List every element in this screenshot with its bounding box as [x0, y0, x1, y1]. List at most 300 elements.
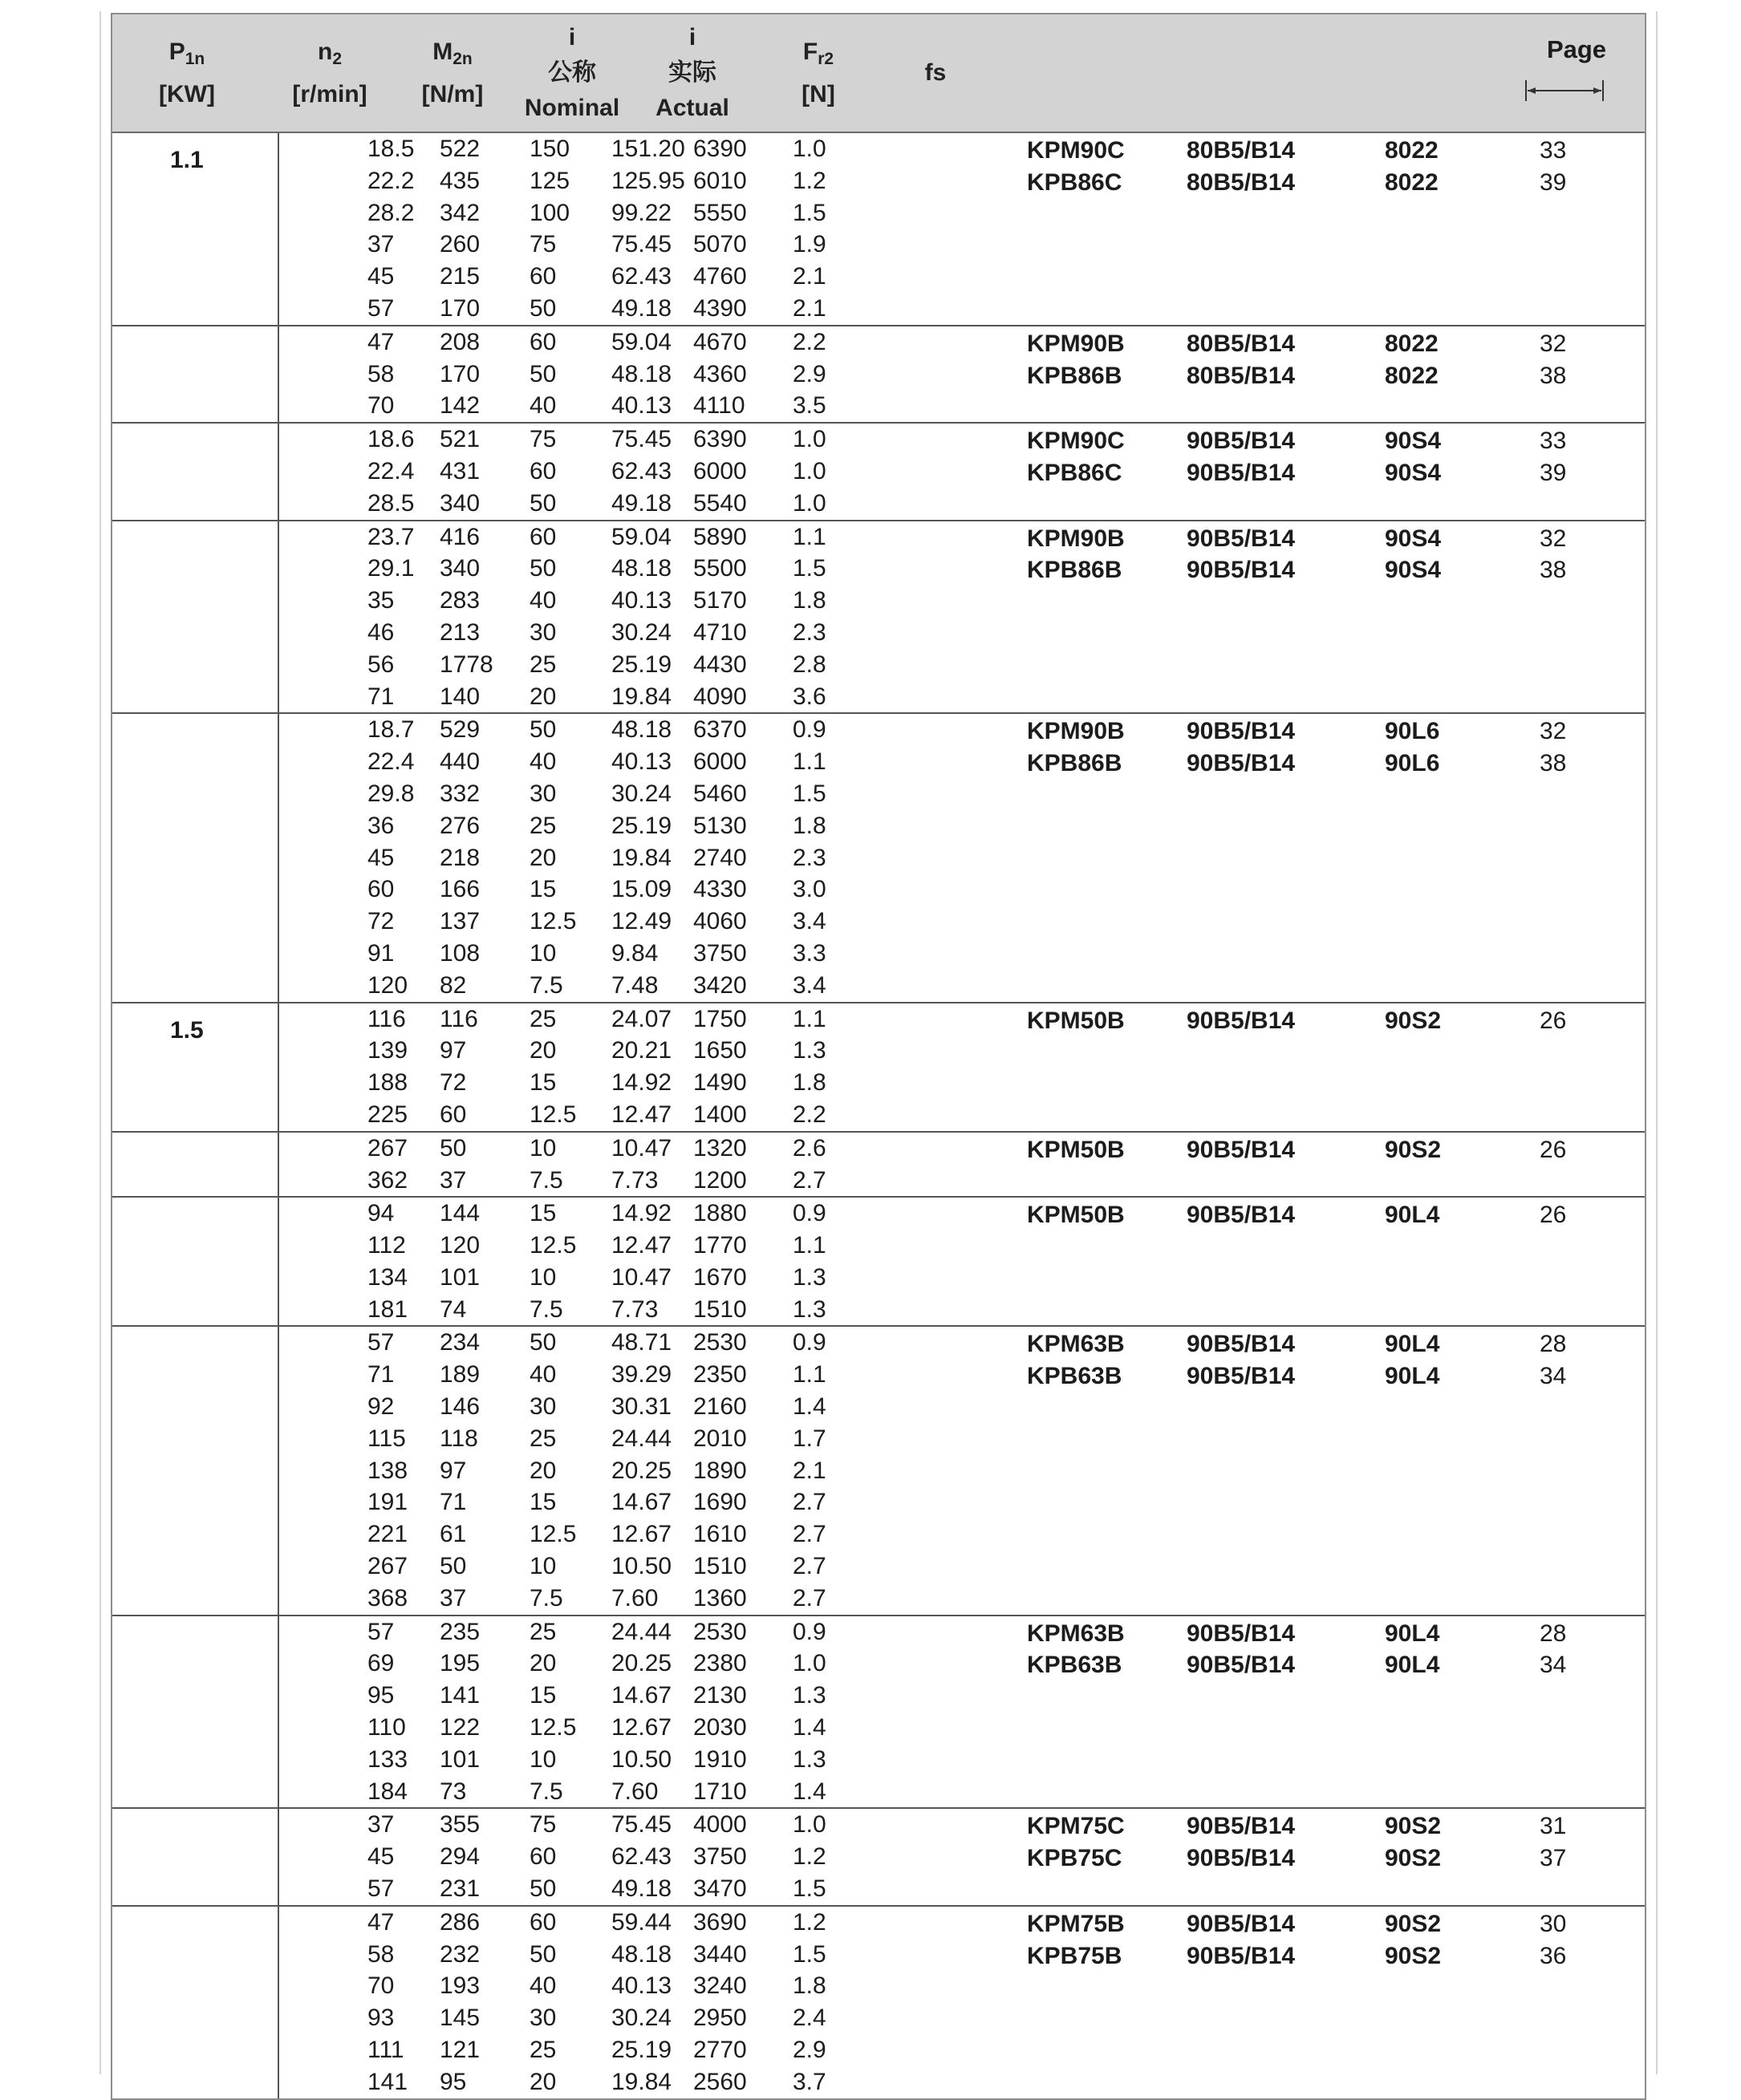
i-actual-cell: 75.45	[611, 231, 672, 258]
i-actual-cell: 40.13	[611, 1972, 672, 2000]
table-row	[112, 1712, 1645, 1744]
i-actual-cell: 49.18	[611, 294, 672, 322]
fs-cell: 2.3	[793, 618, 826, 646]
n2-cell: 57	[367, 1618, 395, 1645]
table-row	[112, 649, 1645, 681]
page-ref[interactable]: 37	[1540, 1845, 1567, 1872]
i-actual-cell: 7.48	[611, 971, 659, 999]
fr2-cell: 6010	[693, 167, 747, 194]
fs-cell: 2.2	[793, 1101, 826, 1128]
i-actual-cell: 75.45	[611, 1811, 672, 1839]
table-row	[112, 1035, 1645, 1067]
motor-code: 8022	[1385, 362, 1439, 389]
i-actual-cell: 30.24	[611, 780, 672, 807]
m2n-cell: 189	[440, 1361, 481, 1389]
i-nominal-cell: 40	[530, 1361, 557, 1389]
fs-cell: 1.0	[793, 489, 826, 517]
i-actual-cell: 48.71	[611, 1329, 672, 1356]
page-ref[interactable]: 38	[1540, 362, 1567, 389]
page-ref[interactable]: 32	[1540, 330, 1567, 357]
i-actual-cell: 62.43	[611, 1843, 672, 1871]
n2-cell: 184	[367, 1778, 408, 1805]
flange-code: 90B5/B14	[1187, 718, 1296, 745]
table-row	[112, 1744, 1645, 1776]
table-row	[112, 1873, 1645, 1905]
m2n-cell: 101	[440, 1263, 481, 1291]
motor-code: 90L4	[1385, 1620, 1440, 1647]
table-row	[112, 1518, 1645, 1551]
page-ref[interactable]: 32	[1540, 525, 1567, 552]
n2-cell: 36	[367, 812, 395, 839]
fs-cell: 0.9	[793, 716, 826, 744]
n2-cell: 181	[367, 1295, 408, 1323]
n2-cell: 94	[367, 1200, 395, 1227]
fs-cell: 1.3	[793, 1745, 826, 1773]
i-actual-cell: 14.92	[611, 1200, 672, 1227]
fr2-cell: 2950	[693, 2005, 747, 2032]
fr2-cell: 3470	[693, 1875, 747, 1903]
i-actual-cell: 14.67	[611, 1682, 672, 1709]
i-nominal-cell: 30	[530, 2005, 557, 2032]
i-actual-cell: 12.67	[611, 1521, 672, 1548]
i-actual-cell: 39.29	[611, 1361, 672, 1389]
n2-cell: 110	[367, 1714, 406, 1741]
i-actual-cell: 75.45	[611, 426, 672, 453]
n2-cell: 71	[367, 683, 395, 710]
table-row	[112, 1262, 1645, 1294]
fs-cell: 1.8	[793, 587, 826, 614]
fr2-cell: 2530	[693, 1618, 747, 1645]
fr2-cell: 4360	[693, 360, 747, 387]
m2n-cell: 122	[440, 1714, 481, 1741]
table-row	[112, 778, 1645, 810]
m2n-cell: 340	[440, 489, 481, 517]
i-nominal-cell: 75	[530, 426, 557, 453]
n2-cell: 116	[367, 1005, 406, 1032]
i-nominal-cell: 20	[530, 2068, 557, 2095]
fr2-cell: 1880	[693, 1200, 747, 1227]
fr2-cell: 5500	[693, 555, 747, 582]
fs-cell: 2.7	[793, 1553, 826, 1580]
m2n-cell: 73	[440, 1778, 467, 1805]
i-actual-cell: 9.84	[611, 939, 659, 967]
i-actual-cell: 25.19	[611, 651, 672, 678]
row-group	[112, 1615, 1645, 1808]
flange-code: 90B5/B14	[1187, 1942, 1296, 1969]
m2n-cell: 141	[440, 1682, 481, 1709]
fs-cell: 1.4	[793, 1714, 826, 1741]
i-actual-cell: 12.49	[611, 908, 672, 935]
i-actual-cell: 48.18	[611, 360, 672, 387]
i-actual-cell: 10.50	[611, 1745, 672, 1773]
i-nominal-cell: 40	[530, 587, 557, 614]
n2-cell: 22.4	[367, 748, 415, 776]
row-group	[112, 1131, 1645, 1197]
page-ref[interactable]: 34	[1540, 1652, 1567, 1679]
i-actual-cell: 40.13	[611, 587, 672, 614]
fr2-cell: 1750	[693, 1005, 747, 1032]
page-ref[interactable]: 28	[1540, 1620, 1567, 1647]
i-nominal-cell: 75	[530, 231, 557, 258]
table-row	[112, 1776, 1645, 1808]
i-nominal-cell: 10	[530, 1134, 557, 1161]
model-code: KPB86B	[1027, 362, 1122, 389]
i-actual-cell: 25.19	[611, 812, 672, 839]
model-code: KPB86C	[1027, 168, 1122, 196]
model-code: KPM50B	[1027, 1136, 1125, 1163]
page-ref[interactable]: 30	[1540, 1910, 1567, 1937]
i-nominal-cell: 20	[530, 683, 557, 710]
header-i-actual: i 实际 Actual	[655, 24, 729, 121]
fr2-cell: 2560	[693, 2068, 747, 2095]
header-p1n: $P_{1n}$ [KW]	[159, 38, 215, 107]
n2-cell: 133	[367, 1745, 408, 1773]
table-row	[112, 1391, 1645, 1423]
n2-cell: 37	[367, 1811, 395, 1839]
fs-cell: 2.1	[793, 294, 826, 322]
i-nominal-cell: 60	[530, 263, 557, 290]
m2n-cell: 529	[440, 716, 481, 744]
i-actual-cell: 49.18	[611, 489, 672, 517]
m2n-cell: 215	[440, 263, 481, 290]
i-nominal-cell: 25	[530, 1618, 557, 1645]
i-actual-cell: 48.18	[611, 716, 672, 744]
fr2-cell: 6370	[693, 716, 747, 744]
n2-cell: 58	[367, 360, 395, 387]
motor-code: 90S4	[1385, 525, 1442, 552]
fs-cell: 1.1	[793, 1361, 826, 1389]
model-code: KPM75B	[1027, 1910, 1125, 1937]
table-row	[112, 1486, 1645, 1518]
flange-code: 90B5/B14	[1187, 1813, 1296, 1840]
m2n-cell: 61	[440, 1521, 467, 1548]
i-actual-cell: 19.84	[611, 844, 672, 871]
page-ref[interactable]: 39	[1540, 459, 1567, 486]
n2-cell: 22.2	[367, 167, 415, 194]
i-nominal-cell: 7.5	[530, 1295, 563, 1323]
fr2-cell: 3420	[693, 971, 747, 999]
fs-cell: 1.2	[793, 1843, 826, 1871]
n2-cell: 362	[367, 1166, 408, 1194]
fr2-cell: 1510	[693, 1295, 747, 1323]
flange-code: 90B5/B14	[1187, 525, 1296, 552]
i-actual-cell: 14.92	[611, 1069, 672, 1097]
fs-cell: 2.8	[793, 651, 826, 678]
fs-cell: 3.7	[793, 2068, 826, 2095]
fs-cell: 2.1	[793, 263, 826, 290]
page-ref[interactable]: 26	[1540, 1136, 1567, 1163]
fr2-cell: 1200	[693, 1166, 747, 1194]
i-nominal-cell: 15	[530, 876, 557, 903]
i-nominal-cell: 25	[530, 1005, 557, 1032]
fr2-cell: 5130	[693, 812, 747, 839]
fs-cell: 1.7	[793, 1425, 826, 1452]
m2n-cell: 97	[440, 1457, 467, 1484]
model-code: KPM90B	[1027, 330, 1125, 357]
flange-code: 90B5/B14	[1187, 459, 1296, 486]
m2n-cell: 521	[440, 426, 481, 453]
table-row	[112, 585, 1645, 617]
fs-cell: 1.0	[793, 457, 826, 484]
flange-code: 90B5/B14	[1187, 1007, 1296, 1034]
m2n-cell: 218	[440, 844, 481, 871]
page-ref[interactable]: 33	[1540, 428, 1567, 455]
fr2-cell: 4330	[693, 876, 747, 903]
fs-cell: 1.1	[793, 523, 826, 550]
i-actual-cell: 151.20	[611, 136, 685, 162]
m2n-cell: 435	[440, 167, 481, 194]
fr2-cell: 1510	[693, 1553, 747, 1580]
i-nominal-cell: 20	[530, 1650, 557, 1677]
page-ref[interactable]: 38	[1540, 557, 1567, 584]
page-margin-left-line	[99, 11, 101, 2074]
page-ref[interactable]: 39	[1540, 168, 1567, 196]
i-nominal-cell: 15	[530, 1682, 557, 1709]
fs-cell: 3.5	[793, 392, 826, 420]
n2-cell: 120	[367, 971, 408, 999]
n2-cell: 134	[367, 1263, 408, 1291]
n2-cell: 28.2	[367, 199, 415, 226]
m2n-cell: 208	[440, 328, 481, 355]
model-code: KPM90C	[1027, 428, 1125, 455]
fr2-cell: 1650	[693, 1037, 747, 1064]
fs-cell: 2.2	[793, 328, 826, 355]
fs-cell: 1.4	[793, 1778, 826, 1805]
i-actual-cell: 20.21	[611, 1037, 672, 1064]
row-group	[112, 712, 1645, 1001]
fs-cell: 1.3	[793, 1037, 826, 1064]
model-code: KPM63B	[1027, 1331, 1125, 1358]
i-nominal-cell: 100	[530, 199, 570, 226]
i-actual-cell: 10.47	[611, 1134, 672, 1161]
table-header	[112, 14, 1645, 133]
motor-code: 90S2	[1385, 1845, 1442, 1872]
fr2-cell: 1400	[693, 1101, 747, 1128]
page-ref[interactable]: 32	[1540, 718, 1567, 745]
row-group	[112, 1807, 1645, 1904]
i-nominal-cell: 15	[530, 1200, 557, 1227]
i-actual-cell: 20.25	[611, 1650, 672, 1677]
i-nominal-cell: 60	[530, 1908, 557, 1936]
power-value: 1.1	[170, 147, 204, 173]
m2n-cell: 95	[440, 2068, 467, 2095]
m2n-cell: 235	[440, 1618, 481, 1645]
table-row	[112, 488, 1645, 520]
fr2-cell: 4390	[693, 294, 747, 322]
i-actual-cell: 40.13	[611, 392, 672, 420]
fr2-cell: 4110	[693, 392, 745, 420]
m2n-cell: 145	[440, 2005, 481, 2032]
i-actual-cell: 7.73	[611, 1295, 659, 1323]
page-ref[interactable]: 38	[1540, 750, 1567, 777]
table-row	[112, 938, 1645, 970]
fr2-cell: 1610	[693, 1521, 747, 1548]
fs-cell: 1.2	[793, 167, 826, 194]
fr2-cell: 1360	[693, 1584, 747, 1611]
i-nominal-cell: 12.5	[530, 908, 577, 935]
page-ref[interactable]: 28	[1540, 1331, 1567, 1358]
fr2-cell: 5890	[693, 523, 747, 550]
n2-cell: 29.1	[367, 555, 415, 582]
i-nominal-cell: 60	[530, 523, 557, 550]
row-group	[112, 1196, 1645, 1325]
fr2-cell: 1910	[693, 1745, 747, 1773]
motor-code: 90L6	[1385, 750, 1440, 777]
m2n-cell: 416	[440, 523, 481, 550]
fs-cell: 1.9	[793, 231, 826, 258]
m2n-cell: 193	[440, 1972, 481, 2000]
i-actual-cell: 48.18	[611, 1940, 672, 1968]
n2-cell: 57	[367, 1329, 395, 1356]
i-nominal-cell: 7.5	[530, 971, 563, 999]
n2-cell: 69	[367, 1650, 395, 1677]
fr2-cell: 5070	[693, 231, 747, 258]
n2-cell: 225	[367, 1101, 408, 1128]
n2-cell: 95	[367, 1682, 395, 1709]
fs-cell: 1.3	[793, 1263, 826, 1291]
fs-cell: 2.3	[793, 844, 826, 871]
fs-cell: 3.4	[793, 971, 826, 999]
flange-code: 90B5/B14	[1187, 1136, 1296, 1163]
m2n-cell: 1778	[440, 651, 493, 678]
n2-cell: 37	[367, 231, 395, 258]
i-nominal-cell: 10	[530, 1553, 557, 1580]
n2-cell: 46	[367, 618, 395, 646]
m2n-cell: 101	[440, 1745, 481, 1773]
i-nominal-cell: 7.5	[530, 1166, 563, 1194]
motor-code: 90S2	[1385, 1007, 1442, 1034]
table-row	[112, 1583, 1645, 1615]
i-actual-cell: 15.09	[611, 876, 672, 903]
header-n2: $n_2$ [r/min]	[292, 38, 367, 107]
i-nominal-cell: 10	[530, 1263, 557, 1291]
i-actual-cell: 12.67	[611, 1714, 672, 1741]
fs-cell: 2.7	[793, 1521, 826, 1548]
page-ref[interactable]: 31	[1540, 1813, 1567, 1840]
m2n-cell: 332	[440, 780, 481, 807]
fr2-cell: 4090	[693, 683, 747, 710]
header-i-nominal: i 公称 Nominal	[524, 24, 620, 121]
m2n-cell: 97	[440, 1037, 467, 1064]
m2n-cell: 120	[440, 1232, 481, 1259]
fs-cell: 1.1	[793, 1005, 826, 1032]
table-row	[112, 293, 1645, 325]
fr2-cell: 3240	[693, 1972, 747, 2000]
n2-cell: 29.8	[367, 780, 415, 807]
motor-code: 90S4	[1385, 459, 1442, 486]
fs-cell: 1.8	[793, 812, 826, 839]
n2-cell: 45	[367, 1843, 395, 1871]
flange-code: 80B5/B14	[1187, 137, 1296, 164]
i-nominal-cell: 50	[530, 360, 557, 387]
i-nominal-cell: 50	[530, 294, 557, 322]
table-row	[112, 874, 1645, 906]
n2-cell: 18.7	[367, 716, 415, 744]
i-nominal-cell: 40	[530, 392, 557, 420]
i-actual-cell: 7.60	[611, 1584, 659, 1611]
table-row	[112, 681, 1645, 713]
page-ref[interactable]: 33	[1540, 137, 1567, 164]
table-row	[112, 2034, 1645, 2066]
table-row	[112, 2002, 1645, 2034]
fs-cell: 3.3	[793, 939, 826, 967]
i-nominal-cell: 25	[530, 812, 557, 839]
n2-cell: 188	[367, 1069, 408, 1097]
fs-cell: 1.2	[793, 1908, 826, 1936]
model-code: KPB86C	[1027, 459, 1122, 486]
m2n-cell: 60	[440, 1101, 467, 1128]
motor-code: 8022	[1385, 137, 1439, 164]
motor-code: 90L4	[1385, 1652, 1440, 1679]
table-row	[112, 1423, 1645, 1455]
m2n-cell: 50	[440, 1134, 467, 1161]
n2-cell: 191	[367, 1489, 408, 1516]
fr2-cell: 5550	[693, 199, 747, 226]
fs-cell: 2.7	[793, 1489, 826, 1516]
flange-code: 90B5/B14	[1187, 1363, 1296, 1390]
motor-code: 90L4	[1385, 1202, 1440, 1229]
fr2-cell: 2030	[693, 1714, 747, 1741]
i-nominal-cell: 20	[530, 844, 557, 871]
fs-cell: 1.0	[793, 1650, 826, 1677]
m2n-cell: 74	[440, 1295, 467, 1323]
fs-cell: 1.0	[793, 136, 826, 162]
m2n-cell: 340	[440, 555, 481, 582]
model-code: KPB86B	[1027, 750, 1122, 777]
i-nominal-cell: 25	[530, 1425, 557, 1452]
fr2-cell: 2770	[693, 2037, 747, 2064]
m2n-cell: 170	[440, 294, 481, 322]
n2-cell: 70	[367, 1972, 395, 2000]
page-ref[interactable]: 26	[1540, 1202, 1567, 1229]
i-nominal-cell: 40	[530, 748, 557, 776]
table-row	[112, 261, 1645, 293]
model-code: KPM90C	[1027, 137, 1125, 164]
motor-code: 90L6	[1385, 718, 1440, 745]
page-ref[interactable]: 36	[1540, 1942, 1567, 1969]
table-row	[112, 197, 1645, 229]
m2n-cell: 146	[440, 1393, 481, 1421]
m2n-cell: 283	[440, 587, 481, 614]
i-actual-cell: 40.13	[611, 748, 672, 776]
model-code: KPB63B	[1027, 1652, 1122, 1679]
fr2-cell: 1770	[693, 1232, 747, 1259]
m2n-cell: 140	[440, 683, 481, 710]
i-nominal-cell: 30	[530, 618, 557, 646]
m2n-cell: 276	[440, 812, 481, 839]
page-ref[interactable]: 34	[1540, 1363, 1567, 1390]
i-actual-cell: 30.31	[611, 1393, 672, 1421]
page-ref[interactable]: 26	[1540, 1007, 1567, 1034]
i-nominal-cell: 40	[530, 1972, 557, 2000]
i-actual-cell: 30.24	[611, 618, 672, 646]
table-row	[112, 1099, 1645, 1131]
fs-cell: 0.9	[793, 1618, 826, 1645]
i-nominal-cell: 125	[530, 167, 570, 194]
m2n-cell: 116	[440, 1005, 478, 1032]
fs-cell: 1.8	[793, 1972, 826, 2000]
header-fs: fs	[924, 59, 947, 86]
motor-code: 90L4	[1385, 1331, 1440, 1358]
fr2-cell: 2530	[693, 1329, 747, 1356]
model-code: KPB75C	[1027, 1845, 1122, 1872]
table-row	[112, 1680, 1645, 1712]
n2-cell: 60	[367, 876, 395, 903]
fs-cell: 2.9	[793, 360, 826, 387]
i-nominal-cell: 12.5	[530, 1232, 577, 1259]
i-actual-cell: 12.47	[611, 1232, 672, 1259]
row-group	[112, 325, 1645, 422]
